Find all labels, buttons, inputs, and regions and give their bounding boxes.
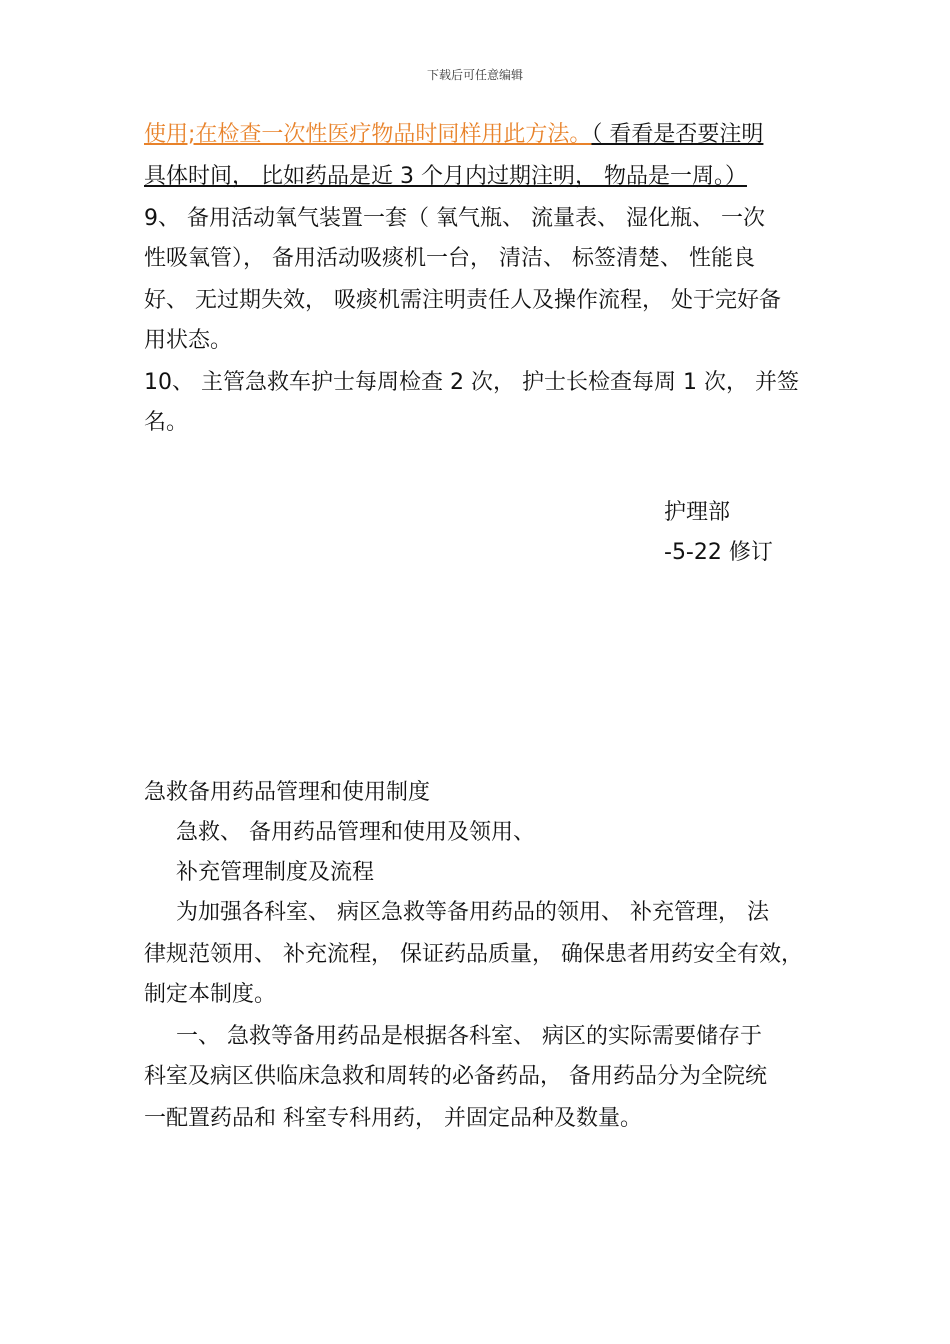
page-header: 下载后可任意编辑	[426, 68, 523, 82]
paragraph-line: 科室及病区供临床急救和周转的必备药品， 备用药品分为全院统	[144, 1064, 767, 1089]
item-9-line: 用状态。	[144, 328, 233, 353]
item-9-line: 好、 无过期失效， 吸痰机需注明责任人及操作流程， 处于完好备	[144, 288, 781, 313]
paragraph-line: 一、 急救等备用药品是根据各科室、 病区的实际需要储存于	[176, 1024, 762, 1049]
section-title: 急救备用药品管理和使用制度	[144, 780, 431, 805]
section-subtitle: 急救、 备用药品管理和使用及领用、	[176, 820, 535, 845]
item-10-line: 名。	[144, 410, 189, 435]
signature-dept: 护理部	[664, 500, 731, 525]
signature-date: -5-22 修订	[664, 540, 773, 565]
paragraph-line: 一配置药品和 科室专科用药， 并固定品种及数量。	[144, 1106, 642, 1131]
underlined-text: （ 看看是否要注明	[591, 122, 764, 147]
paragraph-line: 为加强各科室、 病区急救等备用药品的领用、 补充管理， 法	[176, 900, 769, 925]
paragraph-line: 律规范领用、 补充流程， 保证药品质量， 确保患者用药安全有效，	[144, 942, 803, 967]
section-subtitle: 补充管理制度及流程	[176, 860, 375, 885]
item-9-line: 9、 备用活动氧气装置一套（ 氧气瓶、 流量表、 湿化瓶、 一次	[144, 206, 765, 231]
text-line	[144, 120, 763, 150]
item-10-line: 10、 主管急救车护士每周检查 2 次， 护士长检查每周 1 次， 并签	[144, 370, 799, 395]
paragraph-line: 制定本制度。	[144, 982, 277, 1007]
item-9-line: 性吸氧管）， 备用活动吸痰机一台， 清洁、 标签清楚、 性能良	[144, 246, 755, 271]
text-line: 具体时间， 比如药品是近 3 个月内过期注明， 物品是一周。）	[144, 164, 747, 189]
highlighted-text: 使用;在检查一次性医疗物品时同样用此方法。	[144, 122, 592, 147]
